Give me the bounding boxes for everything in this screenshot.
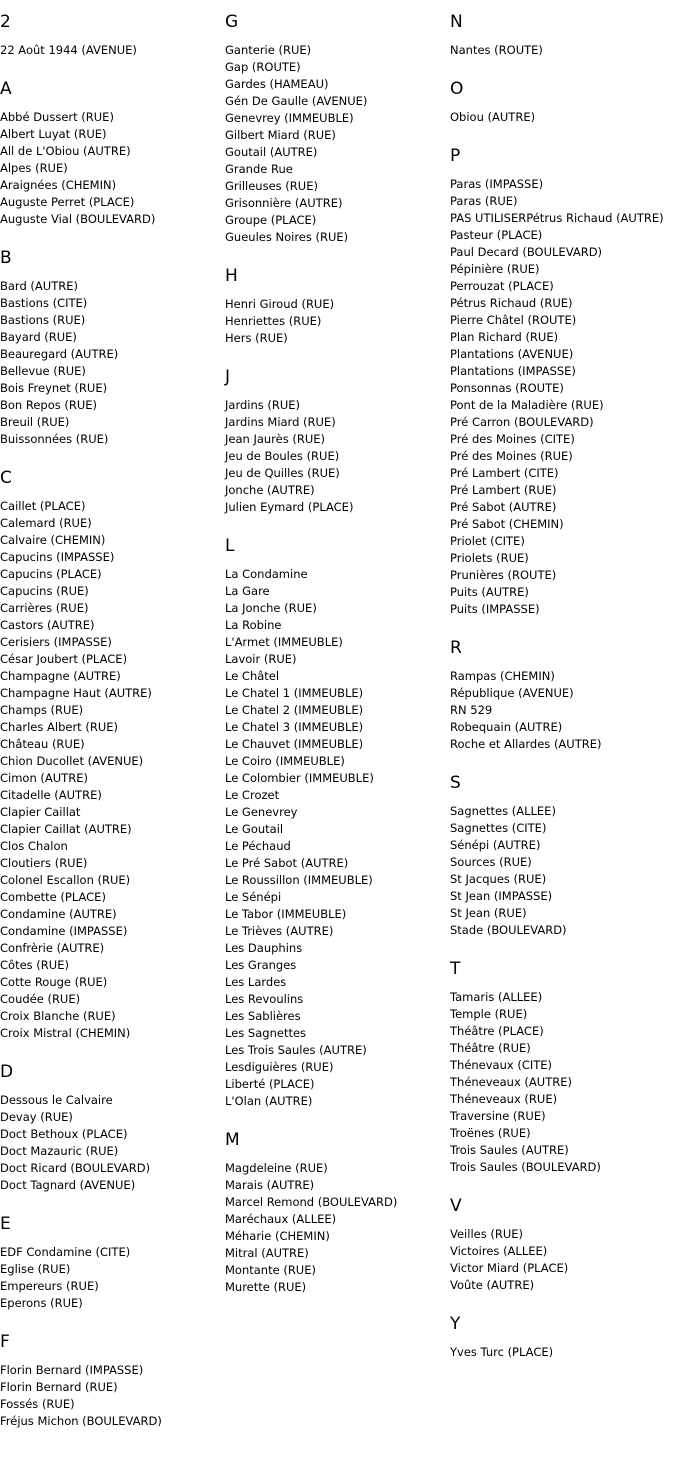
street-item[interactable]: Jean Jaurès (RUE) (225, 432, 326, 446)
letter-group (225, 367, 450, 516)
letter-heading: C (0, 468, 12, 488)
street-item[interactable]: Citadelle (AUTRE) (0, 788, 102, 802)
street-item[interactable]: Priolets (RUE) (450, 551, 529, 565)
street-item[interactable]: RN 529 (450, 703, 493, 717)
letter-heading: S (450, 773, 461, 793)
street-item[interactable]: Le Châtel (225, 669, 280, 683)
street-item[interactable]: Le Roussillon (IMMEUBLE) (225, 873, 373, 887)
street-item[interactable]: Paras (IMPASSE) (450, 177, 544, 191)
street-item[interactable]: Liberté (PLACE) (225, 1077, 315, 1091)
street-item[interactable]: Cotte Rouge (RUE) (0, 975, 108, 989)
street-item[interactable]: Méharie (CHEMIN) (225, 1229, 330, 1243)
street-item[interactable]: Cerisiers (IMPASSE) (0, 635, 112, 649)
street-item[interactable]: Paul Decard (BOULEVARD) (450, 245, 603, 259)
street-item[interactable]: Prunières (ROUTE) (450, 568, 557, 582)
street-item[interactable]: Le Colombier (IMMEUBLE) (225, 771, 374, 785)
letter-group (0, 1332, 225, 1430)
street-item[interactable]: Thénevaux (CITE) (450, 1058, 553, 1072)
street-item[interactable]: Pré Lambert (CITE) (450, 466, 559, 480)
letter-heading: R (450, 638, 462, 658)
street-item[interactable]: Croix Mistral (CHEMIN) (0, 1026, 131, 1040)
street-item[interactable]: Charles Albert (RUE) (0, 720, 118, 734)
street-list (225, 1160, 450, 1296)
street-list (450, 42, 675, 59)
street-item[interactable]: Le Genevrey (225, 805, 298, 819)
street-item[interactable]: Robequain (AUTRE) (450, 720, 563, 734)
letter-heading: T (450, 959, 461, 979)
street-item[interactable]: Trois Saules (AUTRE) (450, 1143, 569, 1157)
street-list (450, 989, 675, 1176)
street-item[interactable]: Sagnettes (CITE) (450, 821, 547, 835)
letter-group (450, 773, 675, 939)
street-item[interactable]: 22 Août 1944 (AVENUE) (0, 43, 137, 57)
letter-group (450, 1196, 675, 1294)
street-item[interactable]: Clos Chalon (0, 839, 68, 853)
street-item[interactable]: Marais (AUTRE) (225, 1178, 315, 1192)
street-item[interactable]: Pré des Moines (RUE) (450, 449, 573, 463)
letter-group (0, 12, 225, 59)
street-item[interactable]: Bastions (CITE) (0, 296, 88, 310)
street-list (225, 296, 450, 347)
street-item[interactable]: La Robine (225, 618, 282, 632)
letter-heading: H (225, 266, 238, 286)
street-item[interactable]: Voûte (AUTRE) (450, 1278, 535, 1292)
street-item[interactable]: Montante (RUE) (225, 1263, 316, 1277)
street-item[interactable]: Bard (AUTRE) (0, 279, 78, 293)
street-item[interactable]: Traversine (RUE) (450, 1109, 546, 1123)
street-item[interactable]: Pasteur (PLACE) (450, 228, 543, 242)
street-item[interactable]: Puits (AUTRE) (450, 585, 529, 599)
street-item[interactable]: Sources (RUE) (450, 855, 532, 869)
street-list (450, 176, 675, 618)
street-item[interactable]: Doct Mazauric (RUE) (0, 1144, 119, 1158)
street-item[interactable]: Devay (RUE) (0, 1110, 73, 1124)
column-2 (225, 0, 450, 1316)
letter-heading: 2 (0, 12, 11, 32)
street-item[interactable]: Ponsonnas (ROUTE) (450, 381, 564, 395)
street-item[interactable]: Grande Rue (225, 162, 293, 176)
street-item[interactable]: Groupe (PLACE) (225, 213, 317, 227)
street-item[interactable]: Calemard (RUE) (0, 516, 92, 530)
street-item[interactable]: Les Granges (225, 958, 297, 972)
street-item[interactable]: Alpes (RUE) (0, 161, 68, 175)
street-item[interactable]: Grisonnière (AUTRE) (225, 196, 343, 210)
street-item[interactable]: Sénépi (AUTRE) (450, 838, 541, 852)
street-item[interactable]: Doct Bethoux (PLACE) (0, 1127, 128, 1141)
street-item[interactable]: Plantations (AVENUE) (450, 347, 574, 361)
street-list (0, 109, 225, 228)
letter-heading: J (225, 367, 231, 387)
street-list (450, 1226, 675, 1294)
letter-group (0, 1214, 225, 1312)
street-item[interactable]: Priolet (CITE) (450, 534, 525, 548)
letter-group (450, 79, 675, 126)
street-item[interactable]: St Jacques (RUE) (450, 872, 547, 886)
street-list (0, 1244, 225, 1312)
street-item[interactable]: Eglise (RUE) (0, 1262, 71, 1276)
letter-group (225, 266, 450, 347)
letter-heading: A (0, 79, 12, 99)
street-item[interactable]: Pré Lambert (RUE) (450, 483, 557, 497)
street-list (0, 1362, 225, 1430)
street-item[interactable]: Le Péchaud (225, 839, 291, 853)
street-item[interactable]: Albert Luyat (RUE) (0, 127, 107, 141)
street-item[interactable]: Combette (PLACE) (0, 890, 106, 904)
street-list (0, 498, 225, 1042)
letter-heading: F (0, 1332, 10, 1352)
street-item[interactable]: Plan Richard (RUE) (450, 330, 559, 344)
street-item[interactable]: Empereurs (RUE) (0, 1279, 99, 1293)
street-item[interactable]: Florin Bernard (RUE) (0, 1380, 118, 1394)
street-item[interactable]: Théneveaux (RUE) (450, 1092, 558, 1106)
letter-heading: V (450, 1196, 462, 1216)
street-item[interactable]: Gén De Gaulle (AVENUE) (225, 94, 368, 108)
street-item[interactable]: Les Sablières (225, 1009, 301, 1023)
letter-group (450, 12, 675, 59)
street-item[interactable]: Temple (RUE) (450, 1007, 528, 1021)
street-item[interactable]: Calvaire (CHEMIN) (0, 533, 106, 547)
street-item[interactable]: Clapier Caillat (AUTRE) (0, 822, 132, 836)
street-item[interactable]: Les Sagnettes (225, 1026, 307, 1040)
street-item[interactable]: Cimon (AUTRE) (0, 771, 88, 785)
street-item[interactable]: Araignées (CHEMIN) (0, 178, 117, 192)
street-list (225, 42, 450, 246)
street-item[interactable]: Fréjus Michon (BOULEVARD) (0, 1414, 162, 1428)
street-item[interactable]: Les Dauphins (225, 941, 303, 955)
street-list (0, 278, 225, 448)
street-item[interactable]: Le Trièves (AUTRE) (225, 924, 334, 938)
street-item[interactable]: Pont de la Maladière (RUE) (450, 398, 604, 412)
street-item[interactable]: Château (RUE) (0, 737, 85, 751)
street-item[interactable]: L'Olan (AUTRE) (225, 1094, 313, 1108)
street-list (225, 397, 450, 516)
letter-heading: P (450, 146, 461, 166)
letter-heading: M (225, 1130, 240, 1150)
street-item[interactable]: Le Chauvet (IMMEUBLE) (225, 737, 364, 751)
street-item[interactable]: Pré des Moines (CITE) (450, 432, 575, 446)
street-item[interactable]: République (AVENUE) (450, 686, 574, 700)
street-item[interactable]: Pré Sabot (AUTRE) (450, 500, 557, 514)
street-item[interactable]: Auguste Vial (BOULEVARD) (0, 212, 156, 226)
street-item[interactable]: Sagnettes (ALLEE) (450, 804, 556, 818)
street-list (0, 1092, 225, 1194)
street-item[interactable]: Clapier Caillat (0, 805, 81, 819)
street-item[interactable]: Auguste Perret (PLACE) (0, 195, 135, 209)
street-item[interactable]: Chion Ducollet (AVENUE) (0, 754, 144, 768)
street-item[interactable]: Carrières (RUE) (0, 601, 89, 615)
letter-heading: N (450, 12, 463, 32)
street-item[interactable]: All de L'Obiou (AUTRE) (0, 144, 131, 158)
street-item[interactable]: Nantes (ROUTE) (450, 43, 543, 57)
street-item[interactable]: Buissonnées (RUE) (0, 432, 109, 446)
letter-group (450, 1314, 675, 1361)
letter-group (450, 638, 675, 753)
street-item[interactable]: Champs (RUE) (0, 703, 84, 717)
street-item[interactable]: Bastions (RUE) (0, 313, 86, 327)
street-item[interactable]: Magdeleine (RUE) (225, 1161, 328, 1175)
street-item[interactable]: Pierre Châtel (ROUTE) (450, 313, 577, 327)
street-item[interactable]: La Condamine (225, 567, 308, 581)
street-item[interactable]: Colonel Escallon (RUE) (0, 873, 131, 887)
column-3 (450, 0, 675, 1381)
street-item[interactable]: Victor Miard (PLACE) (450, 1261, 569, 1275)
street-item[interactable]: Mitral (AUTRE) (225, 1246, 309, 1260)
letter-group (225, 12, 450, 246)
street-item[interactable]: Capucins (IMPASSE) (0, 550, 115, 564)
street-item[interactable]: Troënes (RUE) (450, 1126, 531, 1140)
street-item[interactable]: Yves Turc (PLACE) (450, 1345, 554, 1359)
street-item[interactable]: Champagne (AUTRE) (0, 669, 121, 683)
letter-group (0, 1062, 225, 1194)
street-item[interactable]: Caillet (PLACE) (0, 499, 86, 513)
street-item[interactable]: Pré Sabot (CHEMIN) (450, 517, 564, 531)
street-item[interactable]: Plantations (IMPASSE) (450, 364, 576, 378)
street-item[interactable]: Roche et Allardes (AUTRE) (450, 737, 602, 751)
street-item[interactable]: Tamaris (ALLEE) (450, 990, 543, 1004)
letter-group (225, 536, 450, 1110)
street-list (225, 566, 450, 1110)
street-item[interactable]: Théâtre (PLACE) (450, 1024, 544, 1038)
street-item[interactable]: Julien Eymard (PLACE) (225, 500, 354, 514)
street-list (450, 668, 675, 753)
street-item[interactable]: Les Trois Saules (AUTRE) (225, 1043, 367, 1057)
street-item[interactable]: Breuil (RUE) (0, 415, 70, 429)
street-item[interactable]: Goutail (AUTRE) (225, 145, 318, 159)
street-item[interactable]: Le Pré Sabot (AUTRE) (225, 856, 349, 870)
letter-heading: G (225, 12, 239, 32)
street-item[interactable]: Bellevue (RUE) (0, 364, 86, 378)
street-item[interactable]: Dessous le Calvaire (0, 1093, 113, 1107)
street-item[interactable]: Eperons (RUE) (0, 1296, 83, 1310)
street-item[interactable]: Perrouzat (PLACE) (450, 279, 554, 293)
street-item[interactable]: Côtes (RUE) (0, 958, 69, 972)
street-item[interactable]: Maréchaux (ALLEE) (225, 1212, 337, 1226)
street-list (450, 803, 675, 939)
street-item[interactable]: Capucins (PLACE) (0, 567, 102, 581)
street-item[interactable]: Gap (ROUTE) (225, 60, 301, 74)
street-item[interactable]: Jeu de Quilles (RUE) (225, 466, 340, 480)
street-item[interactable]: Rampas (CHEMIN) (450, 669, 555, 683)
street-item[interactable]: Condamine (AUTRE) (0, 907, 117, 921)
letter-heading: L (225, 536, 235, 556)
street-item[interactable]: La Gare (225, 584, 270, 598)
street-item[interactable]: Le Chatel 1 (IMMEUBLE) (225, 686, 364, 700)
letter-group (0, 468, 225, 1042)
street-item[interactable]: Capucins (RUE) (0, 584, 89, 598)
street-item[interactable]: Jeu de Boules (RUE) (225, 449, 340, 463)
street-item[interactable]: Jonche (AUTRE) (225, 483, 315, 497)
street-item[interactable]: Veilles (RUE) (450, 1227, 524, 1241)
street-item[interactable]: Théneveaux (AUTRE) (450, 1075, 572, 1089)
street-item[interactable]: Bayard (RUE) (0, 330, 77, 344)
letter-heading: D (0, 1062, 14, 1082)
street-item[interactable]: Gueules Noires (RUE) (225, 230, 349, 244)
letter-heading: O (450, 79, 464, 99)
street-item[interactable]: La Jonche (RUE) (225, 601, 317, 615)
street-item[interactable]: Jardins Miard (RUE) (225, 415, 336, 429)
street-item[interactable]: EDF Condamine (CITE) (0, 1245, 131, 1259)
street-item[interactable]: Stade (BOULEVARD) (450, 923, 567, 937)
street-item[interactable]: Croix Blanche (RUE) (0, 1009, 116, 1023)
street-item[interactable]: St Jean (IMPASSE) (450, 889, 553, 903)
street-item[interactable]: Jardins (RUE) (225, 398, 301, 412)
street-item[interactable]: Le Goutail (225, 822, 284, 836)
street-item[interactable]: Champagne Haut (AUTRE) (0, 686, 152, 700)
letter-group (450, 959, 675, 1176)
street-item[interactable]: Confrèrie (AUTRE) (0, 941, 105, 955)
street-item[interactable]: PAS UTILISERPétrus Richaud (AUTRE) (450, 211, 664, 225)
letter-group (225, 1130, 450, 1296)
street-item[interactable]: Pétrus Richaud (RUE) (450, 296, 573, 310)
street-item[interactable]: Trois Saules (BOULEVARD) (450, 1160, 601, 1174)
street-list (450, 1344, 675, 1361)
street-item[interactable]: Lesdiguières (RUE) (225, 1060, 334, 1074)
street-item[interactable]: Coudée (RUE) (0, 992, 81, 1006)
street-item[interactable]: Beauregard (AUTRE) (0, 347, 119, 361)
street-item[interactable]: Le Crozet (225, 788, 280, 802)
street-item[interactable]: Marcel Remond (BOULEVARD) (225, 1195, 398, 1209)
street-item[interactable]: Doct Tagnard (AVENUE) (0, 1178, 136, 1192)
street-item[interactable]: Le Chatel 3 (IMMEUBLE) (225, 720, 364, 734)
street-item[interactable]: Puits (IMPASSE) (450, 602, 540, 616)
street-item[interactable]: Castors (AUTRE) (0, 618, 95, 632)
street-item[interactable]: Paras (RUE) (450, 194, 518, 208)
street-item[interactable]: Florin Bernard (IMPASSE) (0, 1363, 144, 1377)
street-item[interactable]: Bon Repos (RUE) (0, 398, 98, 412)
street-item[interactable]: Henri Giroud (RUE) (225, 297, 335, 311)
street-item[interactable]: Hers (RUE) (225, 331, 288, 345)
street-item[interactable]: Gilbert Miard (RUE) (225, 128, 336, 142)
street-item[interactable]: Henriettes (RUE) (225, 314, 322, 328)
street-item[interactable]: Les Lardes (225, 975, 287, 989)
street-item[interactable]: Pré Carron (BOULEVARD) (450, 415, 594, 429)
letter-group (0, 79, 225, 228)
street-item[interactable]: L'Armet (IMMEUBLE) (225, 635, 343, 649)
street-item[interactable]: Victoires (ALLEE) (450, 1244, 548, 1258)
street-item[interactable]: Ganterie (RUE) (225, 43, 312, 57)
letter-heading: Y (450, 1314, 461, 1334)
column-1 (0, 0, 225, 1450)
street-item[interactable]: Grilleuses (RUE) (225, 179, 318, 193)
street-item[interactable]: Condamine (IMPASSE) (0, 924, 128, 938)
street-item[interactable]: Cloutiers (RUE) (0, 856, 88, 870)
street-item[interactable]: Doct Ricard (BOULEVARD) (0, 1161, 151, 1175)
street-item[interactable]: Lavoir (RUE) (225, 652, 297, 666)
street-item[interactable]: Fossés (RUE) (0, 1397, 75, 1411)
street-item[interactable]: Abbé Dussert (RUE) (0, 110, 114, 124)
street-item[interactable]: Murette (RUE) (225, 1280, 307, 1294)
street-item[interactable]: Pépinière (RUE) (450, 262, 540, 276)
street-item[interactable]: Théâtre (RUE) (450, 1041, 531, 1055)
street-list (450, 109, 675, 126)
street-item[interactable]: Gardes (HAMEAU) (225, 77, 329, 91)
letter-heading: B (0, 248, 12, 268)
street-item[interactable]: Le Tabor (IMMEUBLE) (225, 907, 347, 921)
street-item[interactable]: César Joubert (PLACE) (0, 652, 128, 666)
street-item[interactable]: St Jean (RUE) (450, 906, 527, 920)
street-item[interactable]: Les Revoulins (225, 992, 304, 1006)
street-item[interactable]: Le Sénépi (225, 890, 282, 904)
street-item[interactable]: Genevrey (IMMEUBLE) (225, 111, 354, 125)
letter-heading: E (0, 1214, 11, 1234)
letter-group (0, 248, 225, 448)
street-item[interactable]: Bois Freynet (RUE) (0, 381, 108, 395)
street-item[interactable]: Le Coiro (IMMEUBLE) (225, 754, 345, 768)
street-item[interactable]: Le Chatel 2 (IMMEUBLE) (225, 703, 364, 717)
street-item[interactable]: Obiou (AUTRE) (450, 110, 536, 124)
street-list (0, 42, 225, 59)
letter-group (450, 146, 675, 618)
